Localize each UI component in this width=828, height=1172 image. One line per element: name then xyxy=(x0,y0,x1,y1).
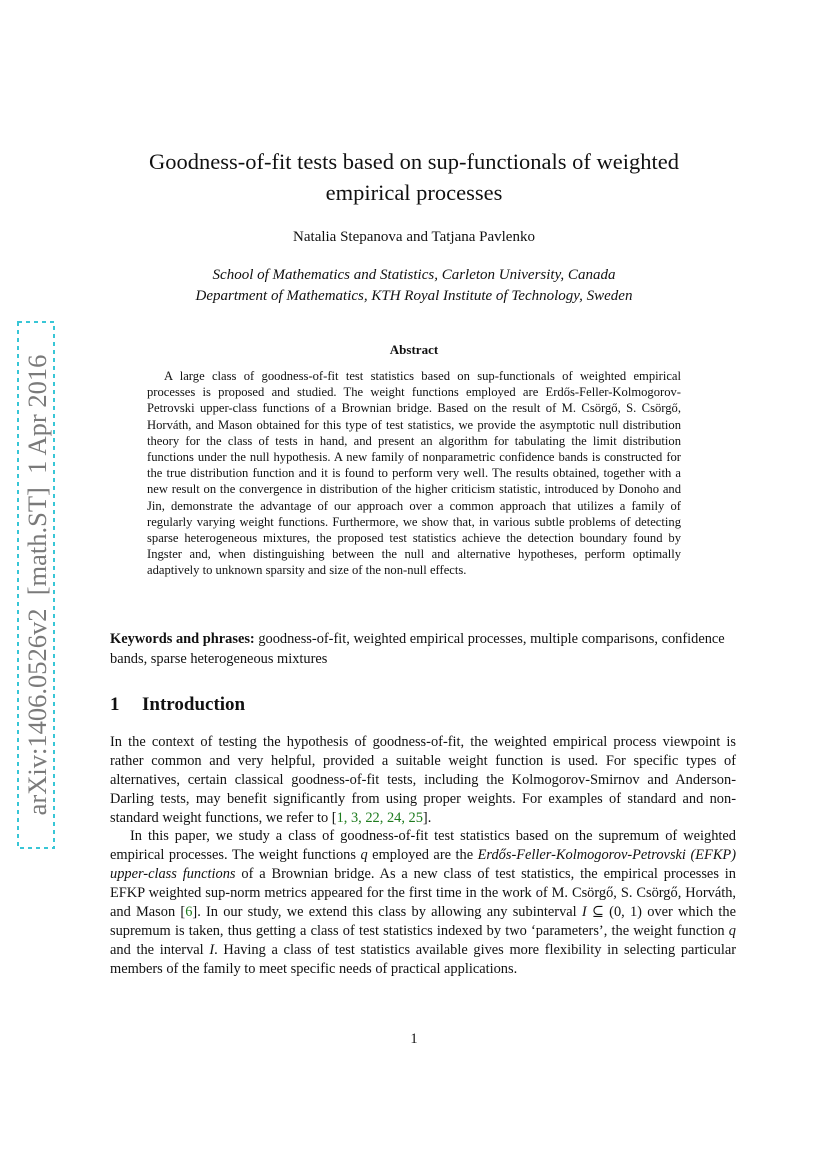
math-I: I xyxy=(581,904,587,920)
affiliations xyxy=(110,265,718,307)
para2-text-7: . Having a class of test statistics available gives more flexibility in selecting particular members of the family to meet specific needs of practical applications. xyxy=(110,942,736,977)
section-number: 1 xyxy=(110,694,120,715)
paper-title xyxy=(110,146,718,208)
para1-end: ]. xyxy=(422,810,432,826)
intro-paragraph-1 xyxy=(110,733,736,828)
para2-text-3: of a Brownian bridge. As a new class of test statistics, the empirical processes in EFKP weighted sup-norm metrics appeared for the first time in the work of M. Csörgő, S. Csörgő, Horváth, and Mason [ xyxy=(110,866,736,920)
para2-text-2: employed are the xyxy=(367,847,478,863)
citation-link-group[interactable]: 1, 3, 22, 24, 25 xyxy=(336,810,423,826)
para2-text-1: In this paper, we study a class of goodness-of-fit test statistics based on the supremum of weighted empirical processes. The weight functions xyxy=(110,828,736,863)
math-q: q xyxy=(360,847,368,863)
keywords-list: goodness-of-fit, weighted empirical processes, multiple comparisons, confidence bands, sparse heterogeneous mixtures xyxy=(110,631,725,667)
section-title: Introduction xyxy=(142,694,246,715)
para1-text: In the context of testing the hypothesis of goodness-of-fit, the weighted empirical process viewpoint is rather common and very helpful, provided a suitable weight function is used. For specific types of alternatives, certain classical goodness-of-fit tests, including the Kolmogorov-Smirnov and Anderson-Darling tests, may benefit significantly from using proper weights. For examples of standard and non-standard weight functions, we refer to [ xyxy=(110,734,736,826)
keywords xyxy=(110,630,736,669)
page-number: 1 xyxy=(410,1031,418,1047)
abstract-heading: Abstract xyxy=(389,342,439,357)
math-q-2: q xyxy=(728,923,736,939)
affiliation-1: School of Mathematics and Statistics, Carleton University, Canada xyxy=(212,267,616,283)
math-subset: ⊆ (0, 1) xyxy=(586,904,642,920)
arxiv-stamp-svg xyxy=(16,320,56,850)
title-line-2: empirical processes xyxy=(325,180,503,205)
para2-text-4: ]. In our study, we extend this class by allowing any subinterval xyxy=(192,904,582,920)
para2-text-5: over which the supremum is taken, thus getting a class of test statistics indexed by two ‘parameters’, the weight function xyxy=(110,904,736,939)
affiliation-2: Department of Mathematics, KTH Royal Institute of Technology, Sweden xyxy=(195,288,633,304)
arxiv-identifier-stamp[interactable] xyxy=(16,320,56,850)
arxiv-stamp-text: arXiv:1406.0526v2 [math.ST] 1 Apr 2016 xyxy=(22,354,52,816)
title-line-1: Goodness-of-fit tests based on sup-functionals of weighted xyxy=(149,149,679,174)
author-list: Natalia Stepanova and Tatjana Pavlenko xyxy=(293,229,535,245)
keywords-label: Keywords and phrases: xyxy=(110,631,255,647)
abstract-text: A large class of goodness-of-fit test statistics based on sup-functionals of weighted empirical processes is proposed and studied. The weight functions employed are Erdős-Feller-Kolmogorov-Petrovski upper-class functions of a Brownian bridge. Based on the result of M. Csörgő, S. Csörgő, Horváth, and Mason obtained for this type of test statistics, we provide the asymptotic null distribution theory for the class of tests in hand, and present an algorithm for tabulating the limit distribution functions under the null hypothesis. A new family of nonparametric confidence bands is constructed for the true distribution function and it is found to perform very well. The results obtained, together with a new result on the convergence in distribution of the higher criticism statistic, introduced by Donoho and Jin, demonstrate the advantage of our approach over a common approach that utilizes a family of regularly varying weight functions. Furthermore, we show that, in various subtle problems of detecting sparse heterogeneous mixtures, the proposed test statistics achieve the detection boundary found by Ingster and, when distinguishing between the null and alternative hypotheses, perform optimally adaptively to unknown sparsity and size of the non-null effects. xyxy=(147,369,681,578)
para2-text-6: and the interval xyxy=(110,942,210,958)
section-heading-introduction xyxy=(110,693,245,717)
citation-link-6[interactable]: 6 xyxy=(185,904,193,920)
intro-paragraph-2 xyxy=(110,827,736,979)
math-I-2: I xyxy=(209,942,215,958)
efkp-term: Erdős-Feller-Kolmogorov-Petrovski (EFKP) upper-class functions xyxy=(110,847,736,882)
